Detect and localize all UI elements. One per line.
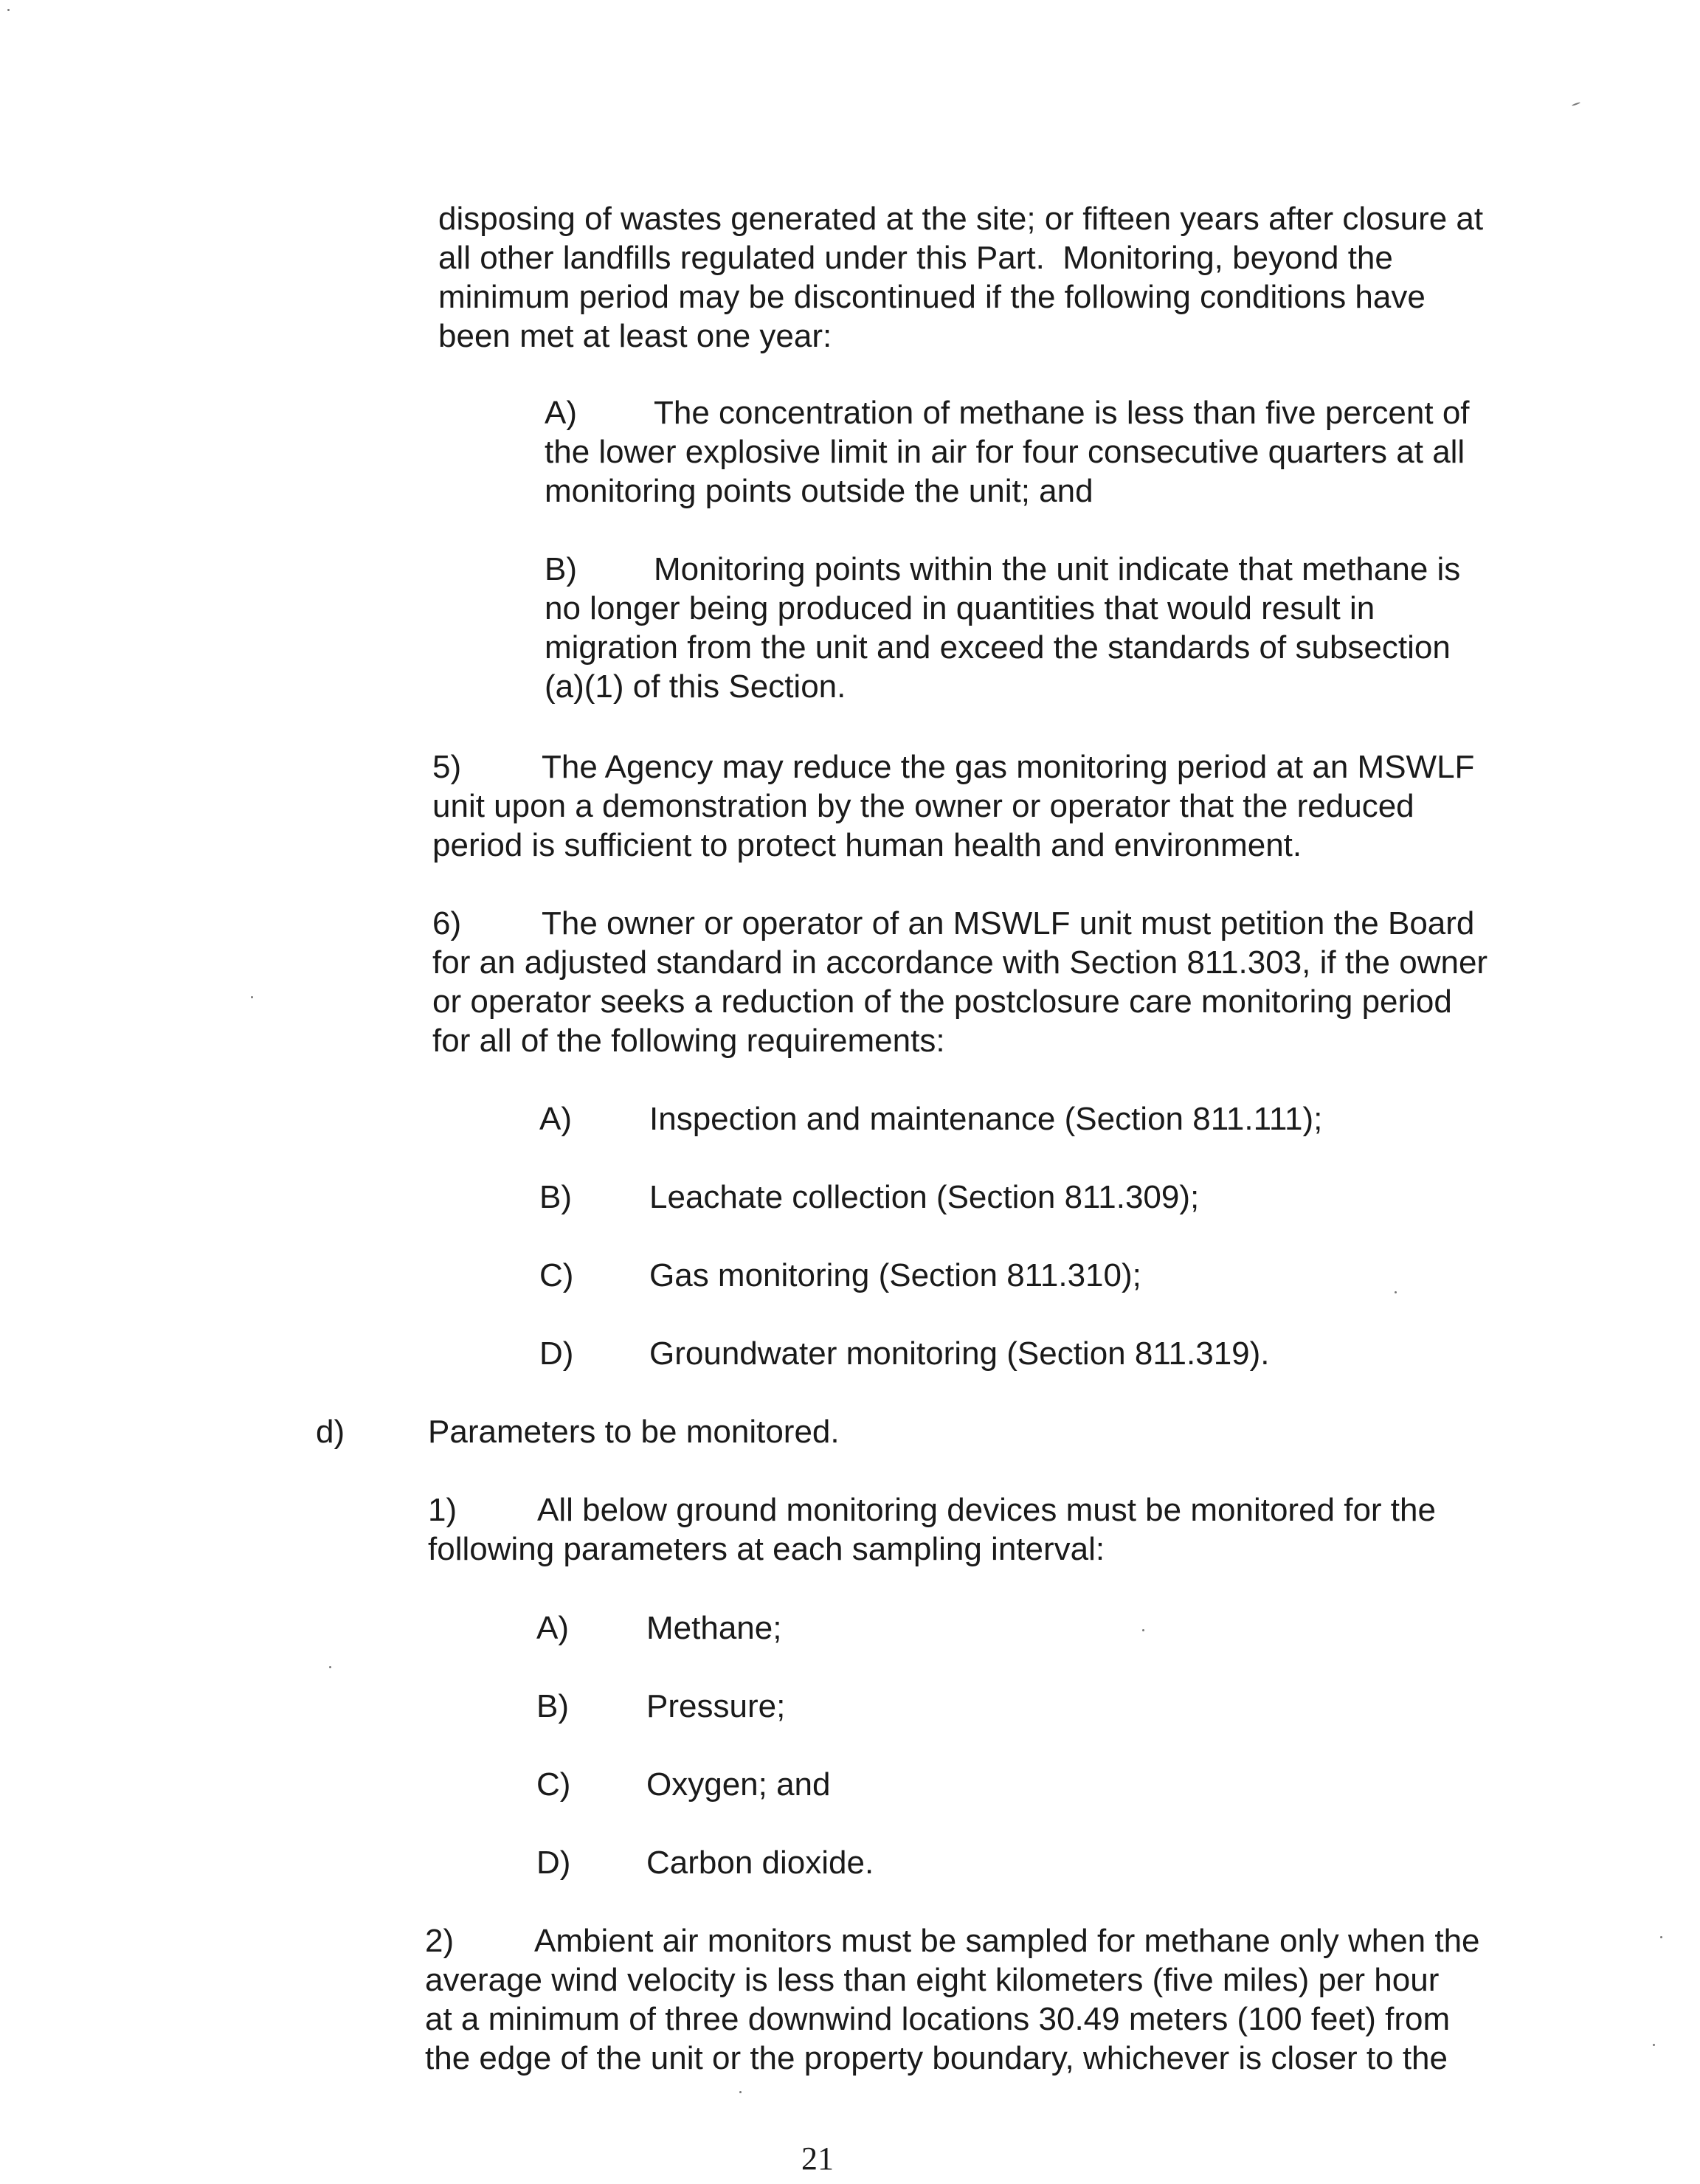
para-d2-text: Ambient air monitors must be sampled for methane only when the average wind velocity is less than eight kilometers (five miles) per hour at a minimum of three downwind locations 30.49 meters (100 feet) from the edge of the unit or the property boundary, whichever is closer to the <box>425 1923 1480 2076</box>
parameter-d-label: D) <box>536 1845 571 1881</box>
section-d-heading: Parameters to be monitored. <box>428 1414 840 1450</box>
condition-b-label: B) <box>545 551 577 587</box>
intro-paragraph: disposing of wastes generated at the site; or fifteen years after closure at all other landfills regulated under this Part. Monitoring, beyond the minimum period may be discontinued if the following conditions have been met at least one year: <box>438 201 1484 354</box>
condition-a-label: A) <box>545 395 577 431</box>
requirement-b-label: B) <box>539 1179 572 1215</box>
scan-speck <box>1653 2044 1655 2046</box>
condition-a-text: The concentration of methane is less than five percent of the lower explosive limit in air for four consecutive quarters at all monitoring points outside the unit; and <box>545 395 1470 509</box>
page-number: 21 <box>801 2140 834 2177</box>
para-5-text: The Agency may reduce the gas monitoring period at an MSWLF unit upon a demonstration by the owner or operator that the reduced period is sufficient to protect human health and environment. <box>432 749 1475 863</box>
scan-speck <box>1572 102 1580 106</box>
requirement-a-label: A) <box>539 1101 572 1137</box>
requirement-d-text: Groundwater monitoring (Section 811.319). <box>649 1335 1270 1372</box>
para-d2-label: 2) <box>425 1923 455 1959</box>
parameter-a-text: Methane; <box>646 1610 782 1646</box>
parameter-d-text: Carbon dioxide. <box>646 1845 874 1881</box>
scan-speck <box>739 2091 742 2093</box>
parameter-c-label: C) <box>536 1766 571 1803</box>
scan-speck <box>251 996 253 998</box>
parameter-b-text: Pressure; <box>646 1688 786 1724</box>
parameter-b-label: B) <box>536 1688 569 1724</box>
scan-speck <box>1660 1936 1662 1938</box>
para-d1-label: 1) <box>428 1492 457 1528</box>
section-d-label: d) <box>316 1414 345 1450</box>
requirement-b-text: Leachate collection (Section 811.309); <box>649 1179 1200 1215</box>
scan-speck <box>7 9 10 11</box>
parameter-a-label: A) <box>536 1610 569 1646</box>
requirement-c-text: Gas monitoring (Section 811.310); <box>649 1257 1141 1293</box>
parameter-c-text: Oxygen; and <box>646 1766 831 1803</box>
condition-b-text: Monitoring points within the unit indicate that methane is no longer being produced in quantities that would result in migration from the unit and exceed the standards of subsection (a)(1) of this Section. <box>545 551 1461 705</box>
requirement-c-label: C) <box>539 1257 574 1293</box>
scan-speck <box>1142 1629 1144 1631</box>
para-6-label: 6) <box>432 905 462 941</box>
para-5-label: 5) <box>432 749 462 785</box>
requirement-a-text: Inspection and maintenance (Section 811.111); <box>649 1101 1323 1137</box>
requirement-d-label: D) <box>539 1335 574 1372</box>
scan-speck <box>1395 1291 1397 1293</box>
para-6-text: The owner or operator of an MSWLF unit must petition the Board for an adjusted standard in accordance with Section 811.303, if the owner or operator seeks a reduction of the postclosure care monitoring period for all of the following requirements: <box>432 905 1488 1059</box>
para-d1-text: All below ground monitoring devices must be monitored for the following parameters at each sampling interval: <box>428 1492 1436 1567</box>
scan-speck <box>329 1666 331 1668</box>
